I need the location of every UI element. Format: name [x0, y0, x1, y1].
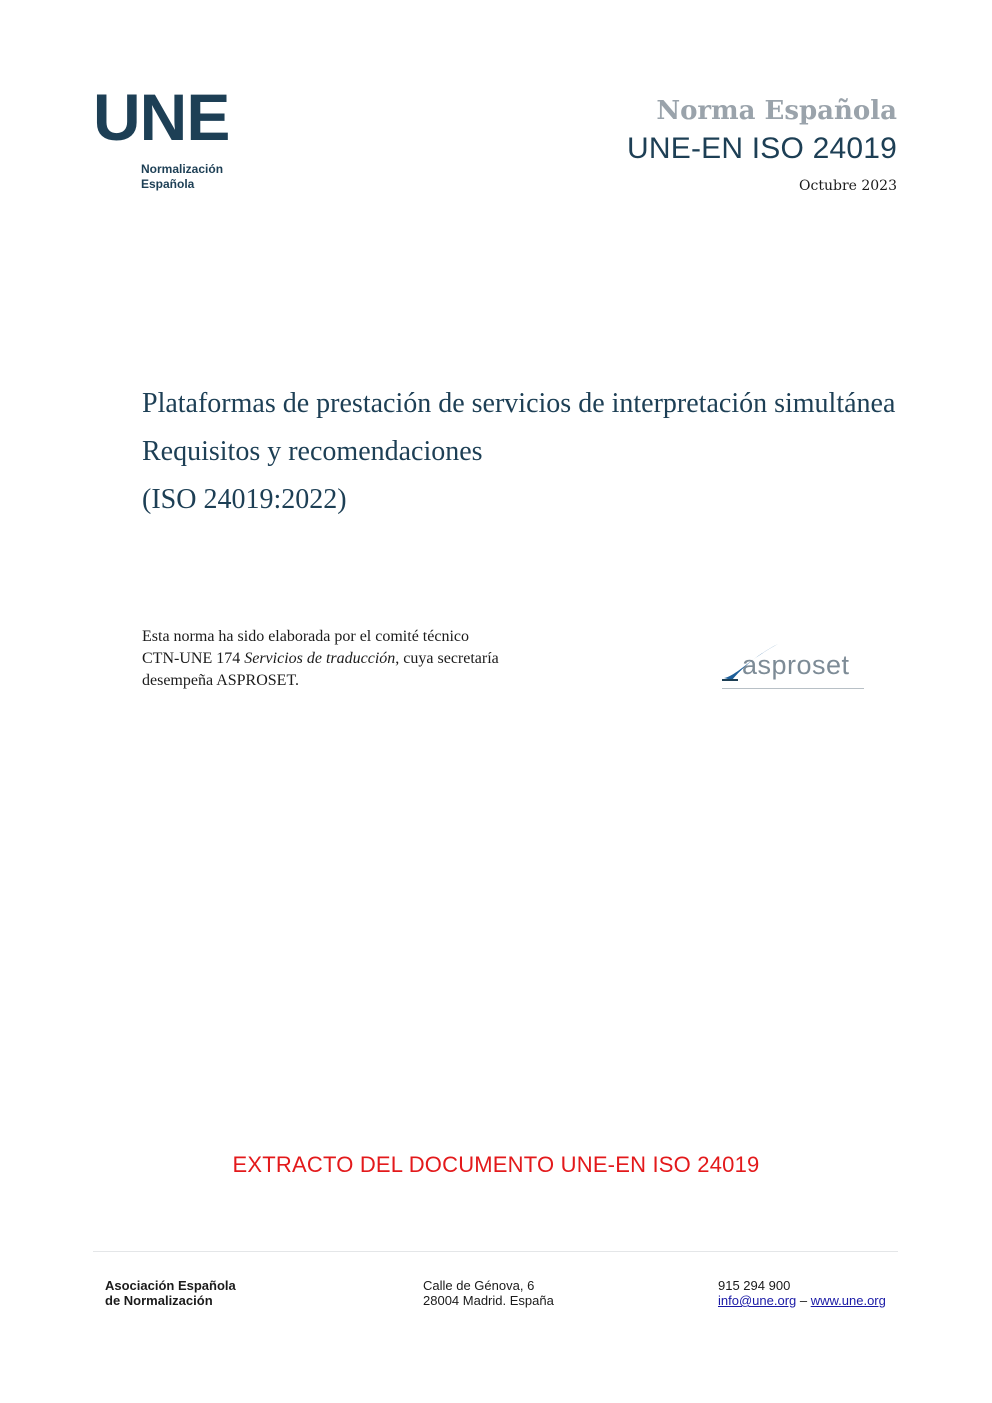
- norma-label: Norma Española: [656, 96, 897, 126]
- footer-org-line1: Asociación Española: [105, 1278, 236, 1293]
- footer-divider: [93, 1251, 898, 1252]
- footer-address-line2: 28004 Madrid. España: [423, 1293, 554, 1308]
- committee-code: CTN-UNE 174: [142, 650, 245, 667]
- footer-contact: [718, 1278, 886, 1308]
- asproset-tagline-rule: [722, 686, 864, 691]
- footer-phone: 915 294 900: [718, 1278, 791, 1293]
- une-logo-subtitle: [141, 162, 223, 192]
- committee-name: Servicios de traducción: [244, 650, 396, 667]
- asproset-wordmark: asproset: [742, 650, 850, 680]
- footer-address-line1: Calle de Génova, 6: [423, 1278, 535, 1293]
- footer-organization: [105, 1278, 236, 1308]
- committee-line3: desempeña ASPROSET.: [142, 672, 300, 689]
- committee-statement: [142, 626, 622, 692]
- committee-line2: [142, 648, 622, 670]
- footer-links: [718, 1293, 886, 1308]
- committee-line2-rest: , cuya secretaría: [395, 650, 499, 667]
- standard-id: UNE-EN ISO 24019: [627, 132, 897, 165]
- publication-date: Octubre 2023: [799, 178, 897, 194]
- document-title: Plataformas de prestación de servicios de interpretación simultánea: [142, 388, 896, 419]
- une-wordmark: UNE: [93, 80, 230, 154]
- document-subtitle: Requisitos y recomendaciones: [142, 436, 483, 467]
- logo-subtitle-line2: Española: [141, 177, 195, 191]
- email-link[interactable]: info@une.org: [718, 1293, 797, 1308]
- asproset-logo: [718, 640, 868, 700]
- logo-subtitle-line1: Normalización: [141, 162, 224, 176]
- website-link[interactable]: www.une.org: [810, 1293, 886, 1308]
- footer-address: [423, 1278, 554, 1308]
- footer-org-line2: de Normalización: [105, 1293, 213, 1308]
- title-block: [142, 386, 902, 518]
- iso-reference: (ISO 24019:2022): [142, 484, 347, 515]
- extract-banner: EXTRACTO DEL DOCUMENTO UNE-EN ISO 24019: [232, 1152, 760, 1177]
- committee-line1: Esta norma ha sido elaborada por el comité técnico: [142, 628, 469, 645]
- footer-link-separator: –: [796, 1293, 811, 1308]
- une-logo: [93, 80, 230, 154]
